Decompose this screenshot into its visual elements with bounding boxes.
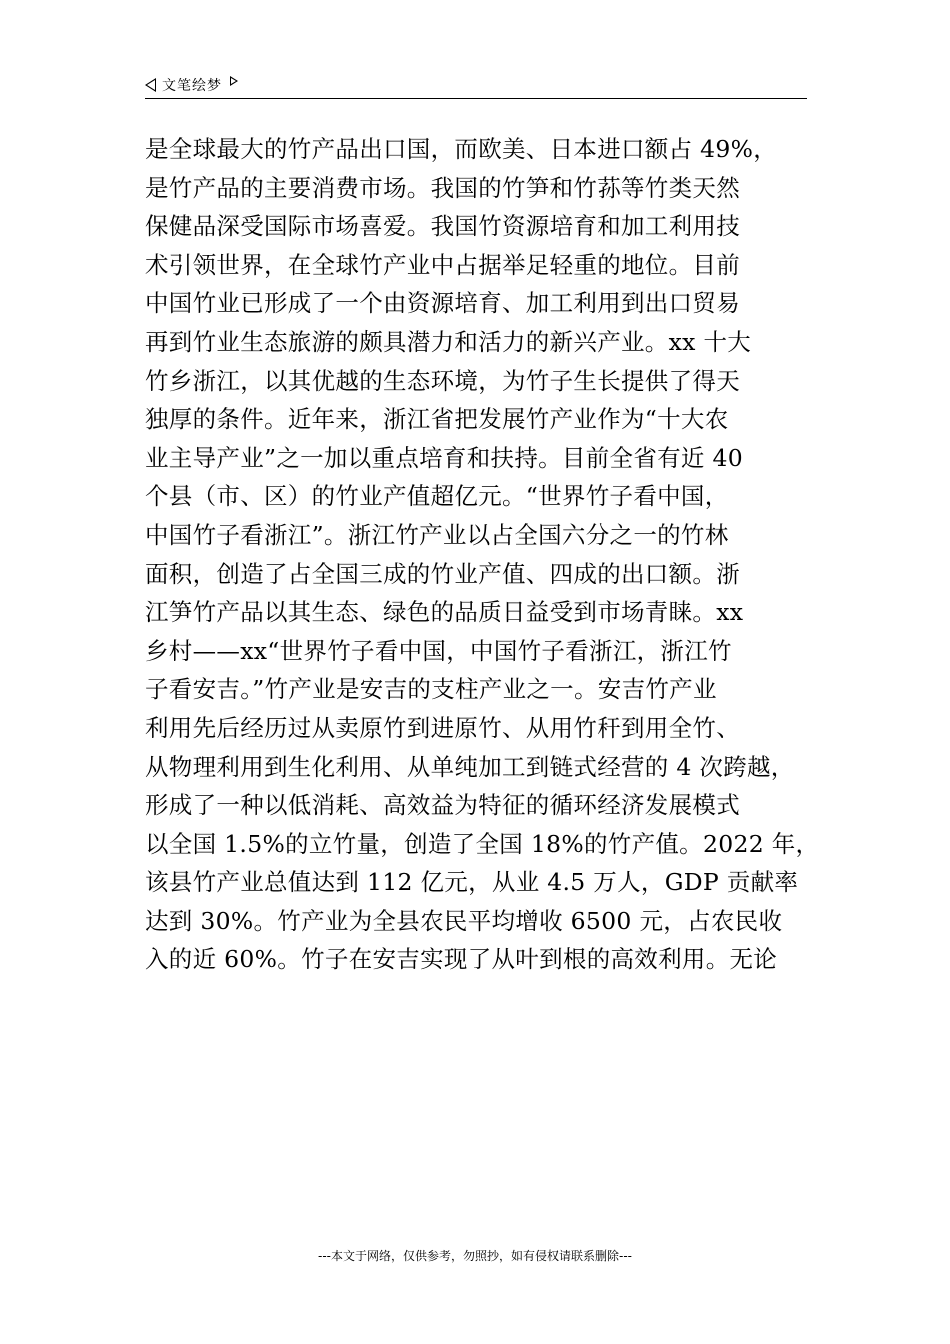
left-triangle-icon — [145, 78, 156, 92]
body-line: 中国竹业已形成了一个由资源培育、加工利用到出口贸易 — [145, 289, 740, 318]
header-bar — [145, 72, 807, 98]
body-line: 竹乡浙江，以其优越的生态环境，为竹子生长提供了得天 — [145, 366, 740, 395]
page-header — [145, 72, 807, 100]
document-body — [145, 130, 825, 979]
header-title: 文笔绘梦 — [162, 78, 222, 94]
body-line: 保健品深受国际市场喜爱。我国竹资源培育和加工利用技 — [145, 212, 740, 241]
header-divider — [145, 98, 807, 99]
body-line: 以全国 1.5%的立竹量，创造了全国 18%的竹产值。2022 年， — [145, 829, 820, 858]
body-line: 子看安吉。”竹产业是安吉的支柱产业之一。安吉竹产业 — [145, 675, 717, 704]
page-footer-disclaimer: ---本文于网络，仅供参考，勿照抄，如有侵权请联系删除--- — [318, 1249, 632, 1263]
body-line: 江笋竹产品以其生态、绿色的品质日益受到市场青睐。xx — [145, 598, 744, 627]
body-line: 是全球最大的竹产品出口国，而欧美、日本进口额占 49%， — [145, 135, 778, 163]
right-triangle-icon — [230, 76, 238, 86]
body-line: 入的近 60%。竹子在安吉实现了从叶到根的高效利用。无论 — [145, 945, 778, 974]
body-line: 达到 30%。竹产业为全县农民平均增收 6500 元，占农民收 — [145, 906, 783, 935]
body-line: 乡村——xx“世界竹子看中国，中国竹子看浙江，浙江竹 — [145, 636, 732, 665]
body-line: 个县（市、区）的竹业产值超亿元。“世界竹子看中国， — [145, 482, 729, 511]
body-line: 是竹产品的主要消费市场。我国的竹笋和竹荪等竹类天然 — [145, 173, 740, 202]
body-line: 该县竹产业总值达到 112 亿元，从业 4.5 万人，GDP 贡献率 — [145, 868, 799, 897]
body-line: 面积，创造了占全国三成的竹业产值、四成的出口额。浙 — [145, 559, 740, 588]
body-line: 再到竹业生态旅游的颇具潜力和活力的新兴产业。xx 十大 — [145, 327, 752, 356]
body-line: 从物理利用到生化利用、从单纯加工到链式经营的 4 次跨越， — [145, 752, 795, 781]
body-line: 形成了一种以低消耗、高效益为特征的循环经济发展模式 — [145, 791, 740, 820]
body-line: 利用先后经历过从卖原竹到进原竹、从用竹秆到用全竹、 — [145, 713, 740, 742]
body-line: 中国竹子看浙江”。浙江竹产业以占全国六分之一的竹林 — [145, 520, 729, 549]
body-line: 业主导产业”之一加以重点培育和扶持。目前全省有近 40 — [145, 443, 743, 472]
body-line: 术引领世界，在全球竹产业中占据举足轻重的地位。目前 — [145, 250, 740, 279]
body-line: 独厚的条件。近年来，浙江省把发展竹产业作为“十大农 — [145, 405, 729, 434]
